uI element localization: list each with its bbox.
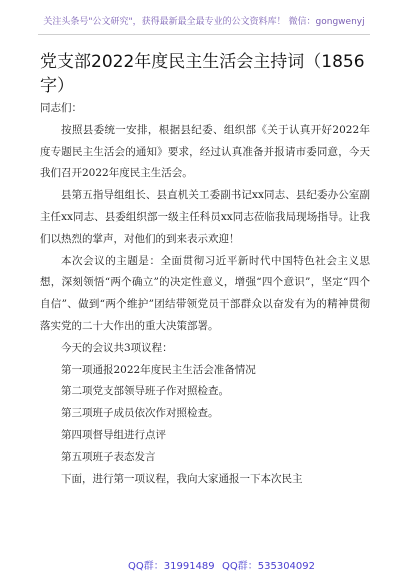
agenda-item-1: 第一项通报2022年度民主生活会准备情况 [61, 363, 256, 376]
agenda-item-3: 第三项班子成员依次作对照检查。 [61, 407, 219, 420]
qq-group-1: QQ群：31991489 [128, 561, 215, 572]
paragraph-intro: 按照县委统一安排，根据县纪委、组织部《关于认真开好2022年度专题民主生活会的通知》要求，经过认真准备并报请市委同意，今天我们召开2022年度民主生活会。 [40, 123, 370, 180]
document-body [40, 98, 370, 490]
agenda-item-4: 第四项督导组进行点评 [61, 428, 166, 441]
paragraph-theme: 本次会议的主题是：全面贯彻习近平新时代中国特色社会主义思想，深刻领悟“两个确立”的决定性意义，增强“四个意识”，坚定“四个自信”、做到“两个维护”团结带领党员干部群众以奋发有为的精神贯彻落实党的二十大作出的重大决策部署。 [40, 254, 370, 332]
qq-group-2: QQ群：535304092 [222, 561, 316, 572]
agenda-intro: 今天的会议共3项议程： [61, 341, 173, 354]
agenda-item-5: 第五项班子表态发言 [61, 450, 156, 463]
paragraph-guests: 县第五指导组组长、县直机关工委副书记xx同志、县纪委办公室副主任xx同志、县委组织部一级主任科员xx同志莅临我局现场指导。让我们以热烈的掌声，对他们的到来表示欢迎！ [40, 189, 370, 245]
agenda-item-2: 第二项党支部领导班子作对照检查。 [61, 385, 229, 398]
paragraph-proceed: 下面，进行第一项议程，我向大家通报一下本次民主 [61, 472, 303, 485]
document-title: 党支部2022年度民主生活会主持词（1856字） [40, 52, 365, 96]
header-divider [38, 34, 370, 35]
header-banner: 关注头条号"公文研究"，获得最新最全最专业的公文资料库！ 微信：gongwenyj [43, 17, 365, 27]
salutation: 同志们： [40, 102, 82, 114]
